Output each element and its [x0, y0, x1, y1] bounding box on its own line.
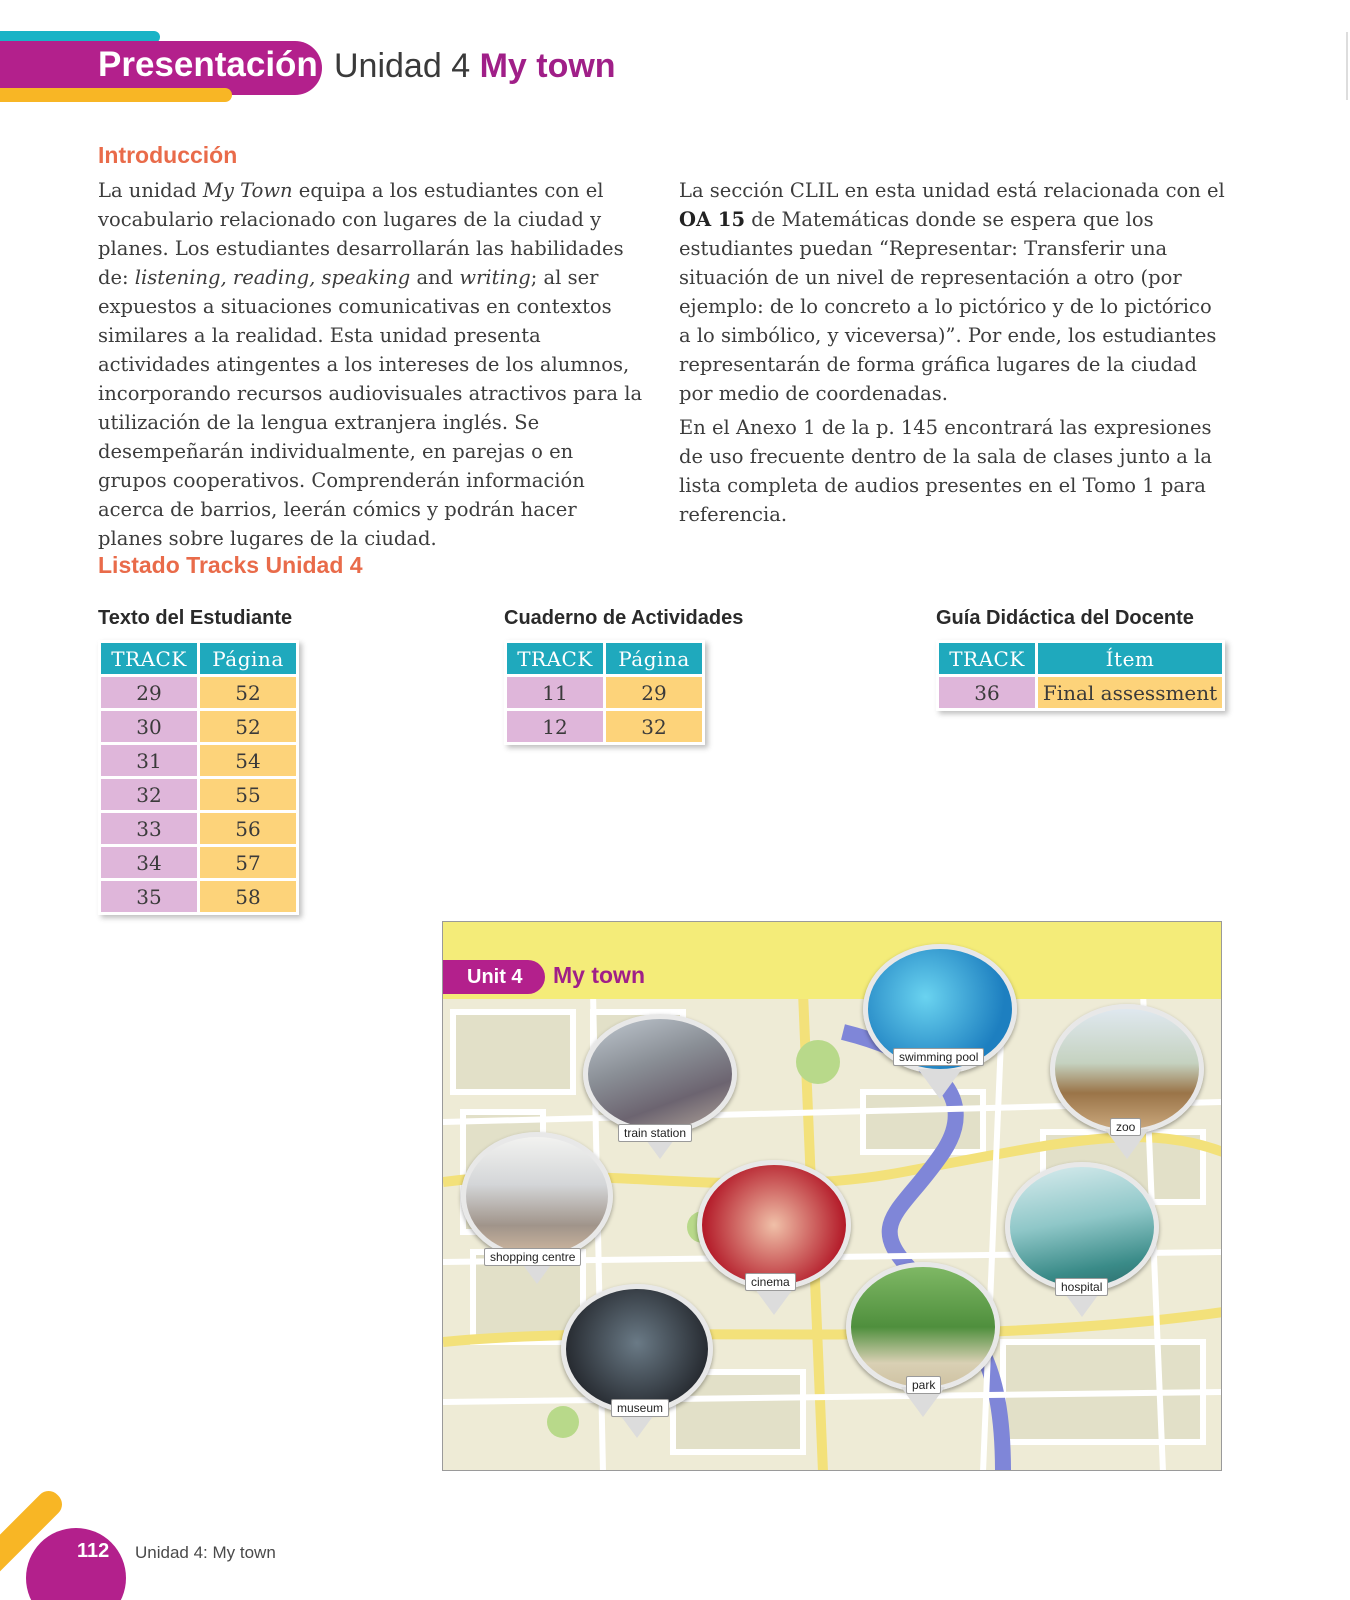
track-cell: 30	[101, 711, 197, 742]
place-label: train station	[618, 1124, 692, 1142]
footer-unit-text: Unidad 4: My town	[135, 1543, 276, 1562]
intro-heading: Introducción	[98, 142, 238, 168]
text-run-italic: writing	[459, 266, 531, 289]
column-header: TRACK	[507, 643, 603, 674]
page-cell: 52	[200, 711, 296, 742]
tracks-heading: Listado Tracks Unidad 4	[98, 552, 363, 578]
text-run: de Matemáticas donde se espera que los estudiantes puedan “Representar: Transferir una situación de un nivel de representación a otro (por ejemplo: de lo concreto a lo pictórico y de lo pictórico a lo simbólico, y viceversa)”. Por ende, los estudiantes representarán de forma gráfica lugares de la ciudad por medio de coordenadas.	[679, 208, 1217, 405]
header-band-yellow	[0, 88, 232, 102]
page-edge-divider	[1346, 32, 1348, 100]
track-cell: 34	[101, 847, 197, 878]
place-label: zoo	[1110, 1118, 1141, 1136]
text-run: La unidad	[98, 179, 203, 202]
table-row	[101, 881, 296, 912]
table-header-row	[507, 643, 702, 674]
table-title-guia: Guía Didáctica del Docente	[936, 607, 1194, 629]
header-unit-title	[334, 47, 616, 86]
tracks-table-cuaderno	[504, 640, 705, 745]
page-cell: 32	[606, 711, 702, 742]
place-label: swimming pool	[893, 1048, 984, 1066]
tracks-table-guia	[936, 640, 1225, 711]
museum-photo	[561, 1284, 713, 1414]
column-header: TRACK	[939, 643, 1035, 674]
track-cell: 32	[101, 779, 197, 810]
table-header-row	[939, 643, 1222, 674]
table-row	[101, 847, 296, 878]
header-section-title: Presentación	[98, 45, 318, 84]
table-title-texto: Texto del Estudiante	[98, 607, 293, 629]
track-cell: 35	[101, 881, 197, 912]
track-cell: 33	[101, 813, 197, 844]
table-row	[101, 779, 296, 810]
table-row	[101, 813, 296, 844]
text-run-italic: listening, reading, speaking	[134, 266, 411, 289]
column-header: Ítem	[1038, 643, 1222, 674]
table-row	[507, 677, 702, 708]
page-cell: 58	[200, 881, 296, 912]
table-title-cuaderno: Cuaderno de Actividades	[504, 607, 744, 629]
footer-badge	[26, 1528, 126, 1600]
table-row	[939, 677, 1222, 708]
text-run: and	[410, 266, 460, 289]
place-label: museum	[611, 1399, 669, 1417]
pin-pointer	[918, 1069, 962, 1099]
unit-label-pill: Unit 4	[443, 960, 545, 994]
table-row	[101, 711, 296, 742]
column-header: TRACK	[101, 643, 197, 674]
intro-right-paragraph-1	[679, 176, 1227, 408]
page-cell: 54	[200, 745, 296, 776]
text-run: ; al ser expuestos a situaciones comunicativas en contextos similares a la realidad. Esta unidad presenta actividades atingentes a los intereses de los alumnos, incorporando recursos audiovisuales atractivos para la utilización de la lengua extranjera inglés. Se desempeñarán individualmente, en parejas o en grupos cooperativos. Comprenderán información acerca de barrios, leerán cómics y podrán hacer planes sobre lugares de la ciudad.	[98, 266, 643, 550]
text-run-italic: My Town	[202, 179, 293, 202]
train-station-photo	[583, 1014, 737, 1134]
page-cell: 55	[200, 779, 296, 810]
intro-left-paragraph	[98, 176, 643, 553]
text-run: La sección CLIL en esta unidad está relacionada con el	[679, 179, 1225, 202]
unit-title: My town	[553, 962, 645, 988]
table-header-row	[101, 643, 296, 674]
header-unit-prefix: Unidad 4	[334, 47, 471, 85]
text-run: equipa a los estudiantes con el vocabulario relacionado con lugares de la ciudad y planes. Los estudiantes desarrollarán las habilidades de:	[98, 179, 624, 289]
item-cell: Final assessment	[1038, 677, 1222, 708]
column-header: Página	[606, 643, 702, 674]
track-cell: 12	[507, 711, 603, 742]
park-photo	[846, 1262, 1000, 1392]
place-label: shopping centre	[484, 1248, 581, 1266]
intro-left-column	[98, 176, 643, 553]
intro-right-column	[679, 176, 1227, 529]
place-label: park	[906, 1376, 941, 1394]
track-cell: 29	[101, 677, 197, 708]
place-label: hospital	[1055, 1278, 1108, 1296]
page-number: 112	[77, 1540, 110, 1562]
page-cell: 57	[200, 847, 296, 878]
column-header: Página	[200, 643, 296, 674]
hospital-photo	[1005, 1162, 1159, 1292]
page-cell: 56	[200, 813, 296, 844]
cinema-photo	[697, 1160, 851, 1290]
track-cell: 31	[101, 745, 197, 776]
track-cell: 36	[939, 677, 1035, 708]
zoo-photo	[1050, 1004, 1204, 1134]
table-row	[101, 677, 296, 708]
table-row	[507, 711, 702, 742]
shopping-centre-photo	[461, 1132, 613, 1260]
table-row	[101, 745, 296, 776]
text-run-bold: OA 15	[679, 208, 746, 231]
page-cell: 29	[606, 677, 702, 708]
track-cell: 11	[507, 677, 603, 708]
place-label: cinema	[745, 1273, 796, 1291]
page-cell: 52	[200, 677, 296, 708]
tracks-table-texto	[98, 640, 299, 915]
header-unit-name: My town	[479, 47, 616, 85]
intro-right-paragraph-2: En el Anexo 1 de la p. 145 encontrará las expresiones de uso frecuente dentro de la sala de clases junto a la lista completa de audios presentes en el Tomo 1 para referencia.	[679, 416, 1212, 526]
town-map-illustration	[442, 921, 1222, 1471]
